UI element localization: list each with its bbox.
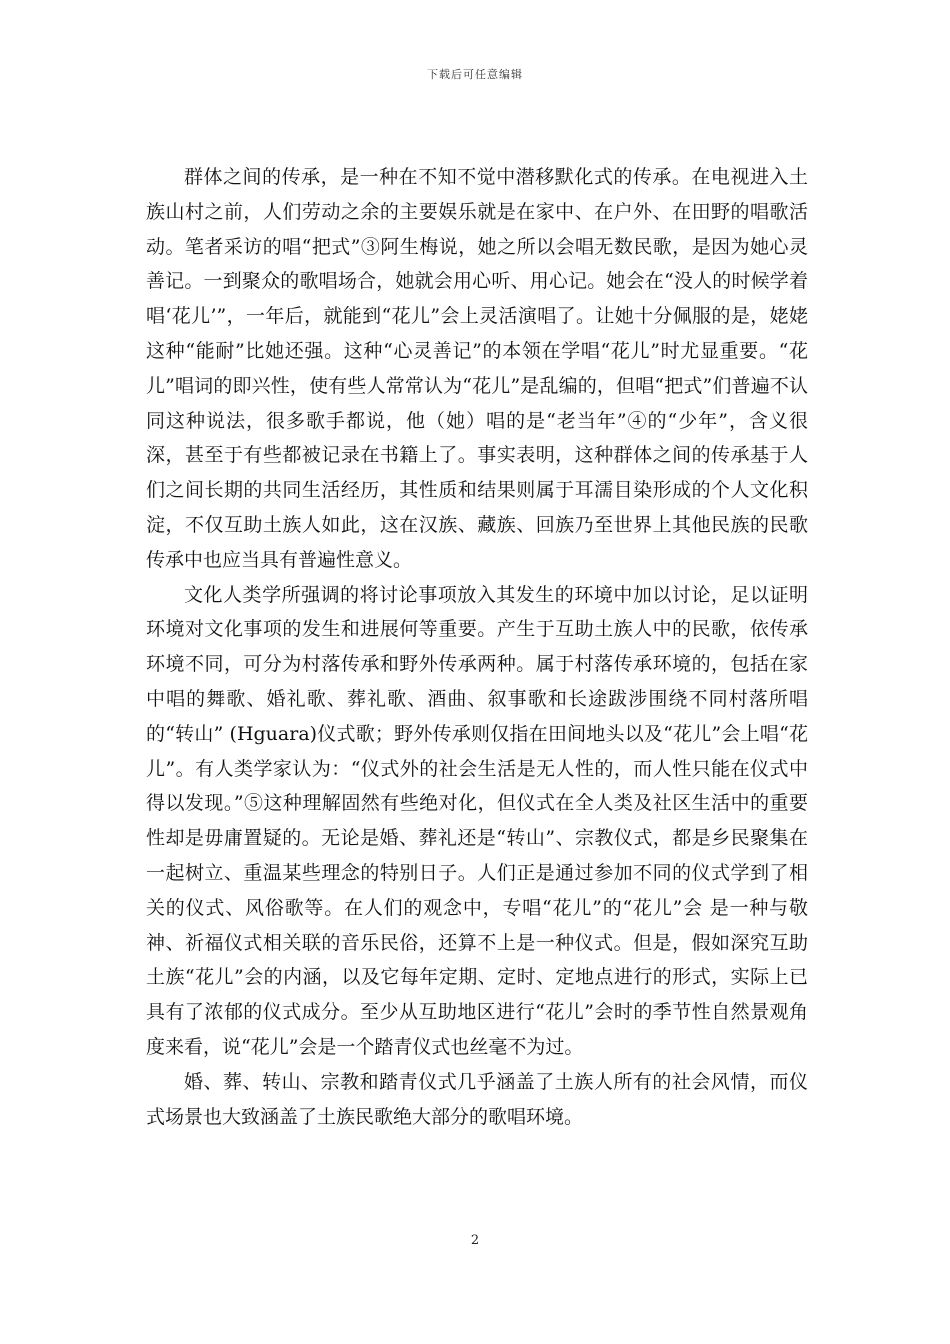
document-body [146, 160, 808, 1134]
paragraph-1: 群体之间的传承，是一种在不知不觉中潜移默化式的传承。在电视进入土族山村之前，人们劳动之余的主要娱乐就是在家中、在户外、在田野的唱歌活动。笔者采访的唱“把式”③阿生梅说，她之所以会唱无数民歌，是因为她心灵善记。一到聚众的歌唱场合，她就会用心听、用心记。她会在“没人的时候学着唱‘花儿’”，一年后，就能到“花儿”会上灵活演唱了。让她十分佩服的是，姥姥这种“能耐”比她还强。这种“心灵善记”的本领在学唱“花儿”时尤显重要。“花儿”唱词的即兴性，使有些人常常认为“花儿”是乱编的，但唱“把式”们普遍不认同这种说法，很多歌手都说，他（她）唱的是“老当年”④的“少年”，含义很深，甚至于有些都被记录在书籍上了。事实表明，这种群体之间的传承基于人们之间长期的共同生活经历，其性质和结果则属于耳濡目染形成的个人文化积淀，不仅互助土族人如此，这在汉族、藏族、回族乃至世界上其他民族的民歌传承中也应当具有普遍性意义。 [146, 166, 808, 571]
page-number: 2 [470, 1233, 480, 1248]
paragraph-3: 婚、葬、转山、宗教和踏青仪式几乎涵盖了土族人所有的社会风情，而仪式场景也大致涵盖了土族民歌绝大部分的歌唱环境。 [146, 1070, 808, 1128]
paragraph-2: 文化人类学所强调的将讨论事项放入其发生的环境中加以讨论，足以证明环境对文化事项的发生和进展何等重要。产生于互助土族人中的民歌，依传承环境不同，可分为村落传承和野外传承两种。属于村落传承环境的，包括在家中唱的舞歌、婚礼歌、葬礼歌、酒曲、叙事歌和长途跋涉围绕不同村落所唱的“转山” (Hguara)仪式歌；野外传承则仅指在田间地头以及“花儿”会上唱“花儿”。有人类学家认为：“仪式外的社会生活是无人性的，而人性只能在仪式中得以发现。”⑤这种理解固然有些绝对化，但仪式在全人类及社区生活中的重要性却是毋庸置疑的。无论是婚、葬礼还是“转山”、宗教仪式，都是乡民聚集在一起树立、重温某些理念的特别日子。人们正是通过参加不同的仪式学到了相关的仪式、风俗歌等。在人们的观念中，专唱“花儿”的“花儿”会 是一种与敬神、祈福仪式相关联的音乐民俗，还算不上是一种仪式。但是，假如深究互助土族“花儿”会的内涵，以及它每年定期、定时、定地点进行的形式，实际上已具有了浓郁的仪式成分。至少从互助地区进行“花儿”会时的季节性自然景观角度来看，说“花儿”会是一个踏青仪式也丝毫不为过。 [146, 583, 808, 1058]
page-header: 下载后可任意编辑 [427, 68, 523, 81]
